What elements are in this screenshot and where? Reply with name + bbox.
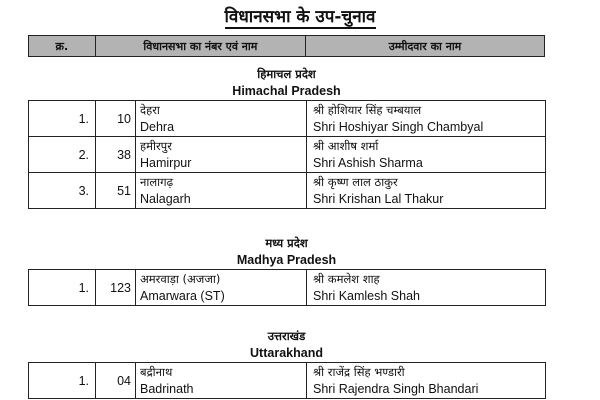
constituency-name-english: Nalagarh [140,191,191,206]
candidate-name-english: Shri Kamlesh Shah [313,288,421,303]
state-name-english: Madhya Pradesh [236,253,337,267]
state-name-hindi: हिमाचल प्रदेश [257,67,316,81]
state-name-hindi: उत्तराखंड [267,329,306,343]
serial-cell: 1. [29,101,96,137]
constituency-name-hindi: हमीरपुर [140,138,172,153]
serial-cell: 2. [29,137,96,173]
serial-cell: 3. [29,173,96,209]
candidate-name-hindi: श्री होशियार सिंह चम्बयाल [313,102,422,117]
candidate-name [307,101,546,137]
candidate-table [28,362,546,399]
candidate-name-english: Shri Hoshiyar Singh Chambyal [313,119,484,134]
constituency-number: 123 [96,270,136,306]
candidate-name-english: Shri Ashish Sharma [313,155,423,170]
constituency-name-english: Amarwara (ST) [140,288,225,303]
constituency-number: 51 [96,173,136,209]
candidate-name-hindi: श्री कमलेश शाह [313,271,380,286]
table-row [29,270,546,306]
constituency-name [136,173,307,209]
constituency-name-english: Hamirpur [140,155,192,170]
candidate-name-english: Shri Krishan Lal Thakur [313,191,444,206]
constituency-name-english: Dehra [140,119,175,134]
constituency-name-english: Badrinath [140,381,194,396]
candidate-name-hindi: श्री कृष्ण लाल ठाकुर [313,174,398,189]
constituency-number: 04 [96,363,136,399]
state-section-madhya-pradesh [28,235,545,306]
table-row [29,101,546,137]
constituency-name-hindi: बद्रीनाथ [140,364,173,379]
state-name-hindi: मध्य प्रदेश [265,236,308,250]
constituency-name-hindi: नालागढ़ [140,174,174,189]
candidate-name-hindi: श्री राजेंद्र सिंह भण्डारी [313,364,405,379]
page-title [0,6,600,28]
serial-cell: 1. [29,270,96,306]
table-row [29,173,546,209]
candidate-name [307,173,546,209]
header-candidate: उम्मीदवार का नाम [388,39,462,53]
state-name-english: Uttarakhand [250,346,323,360]
candidate-name [307,270,546,306]
state-section-himachal [28,66,545,209]
constituency-name [136,270,307,306]
candidate-table [28,269,546,306]
constituency-name-hindi: देहरा [140,102,160,117]
candidate-name [307,137,546,173]
constituency-name [136,363,307,399]
table-header [28,35,545,57]
table-row [29,363,546,399]
candidate-name-english: Shri Rajendra Singh Bhandari [313,381,479,396]
constituency-number: 10 [96,101,136,137]
table-row [29,137,546,173]
constituency-name [136,137,307,173]
header-constituency: विधानसभा का नंबर एवं नाम [96,36,306,56]
candidate-table [28,100,546,209]
candidate-name [307,363,546,399]
serial-cell: 1. [29,363,96,399]
state-section-uttarakhand [28,328,545,399]
header-serial: क्र. [29,36,96,56]
heading-text: विधानसभा के उप-चुनाव [224,7,376,27]
constituency-name-hindi: अमरवाड़ा (अजजा) [140,271,221,286]
state-name-english: Himachal Pradesh [232,84,341,98]
constituency-number: 38 [96,137,136,173]
candidate-name-hindi: श्री आशीष शर्मा [313,138,379,153]
constituency-name [136,101,307,137]
